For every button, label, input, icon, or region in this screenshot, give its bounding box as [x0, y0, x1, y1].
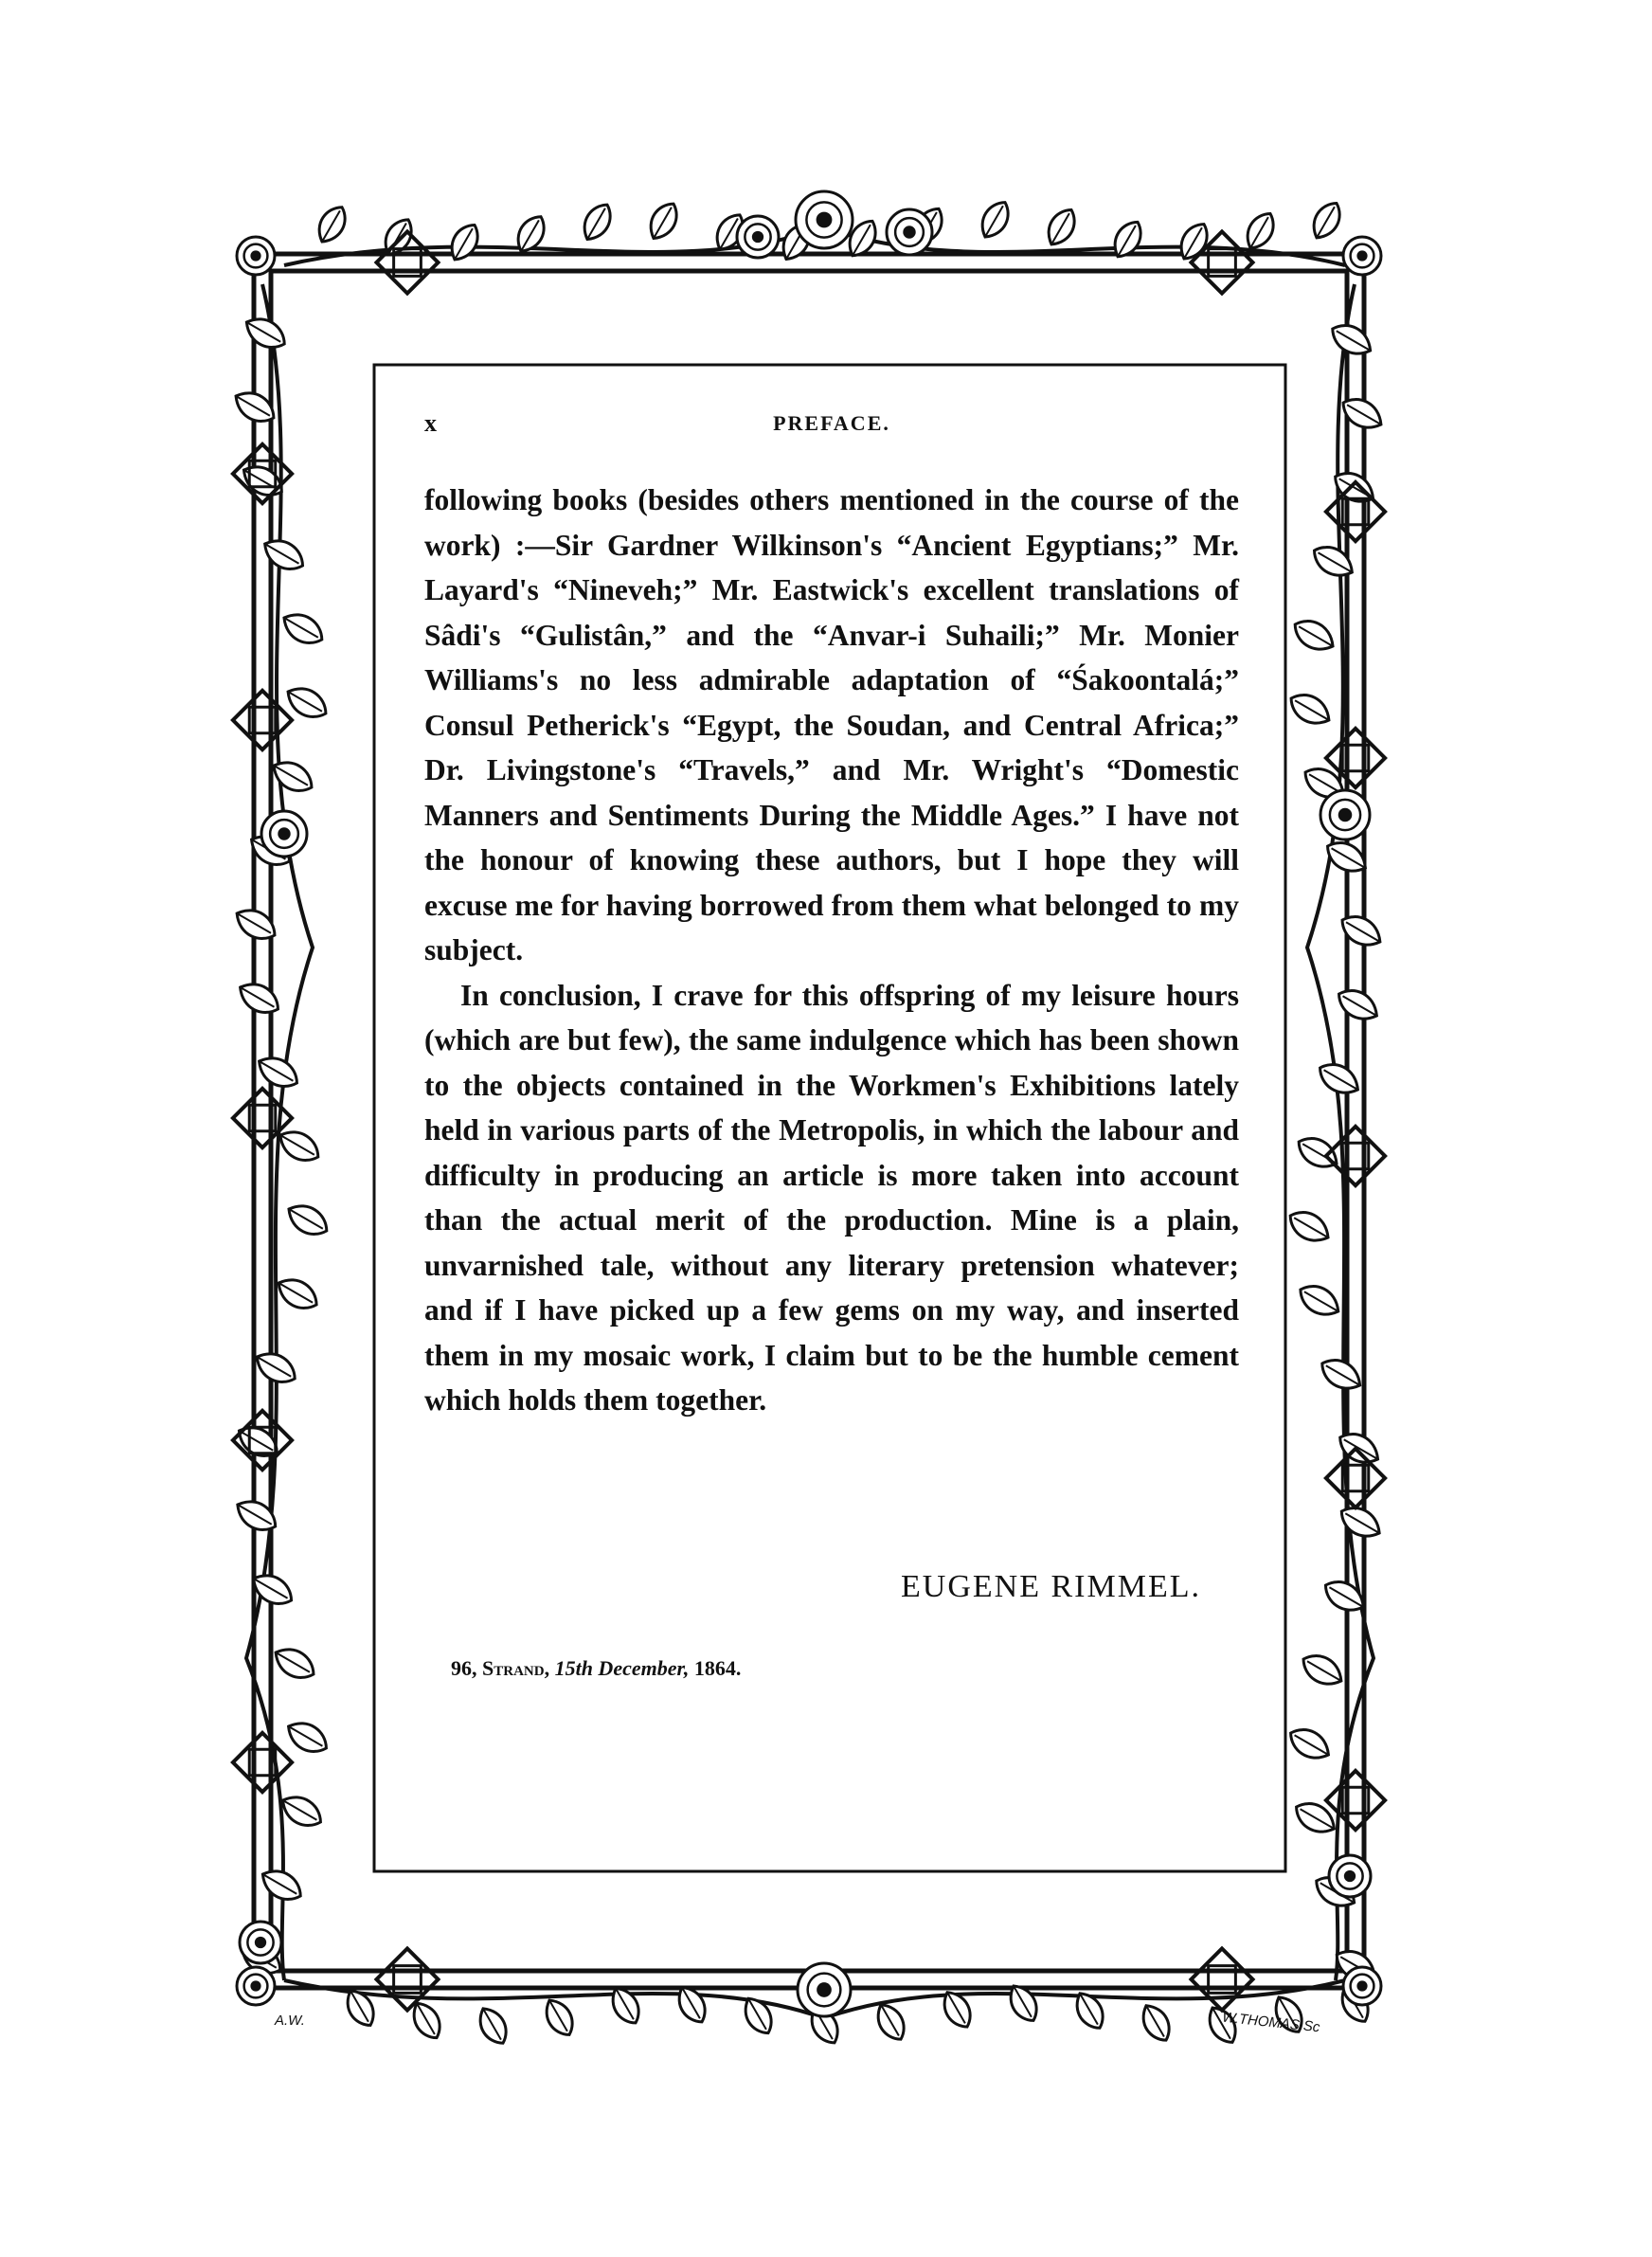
rose-center: [1356, 250, 1367, 261]
rose-center: [1338, 808, 1353, 822]
rose-center: [1356, 1980, 1367, 1991]
rose-center: [817, 212, 833, 228]
knot-ornament: [1191, 1948, 1252, 2010]
author-signature: EUGENE RIMMEL.: [901, 1569, 1201, 1604]
dateline-street: Strand,: [482, 1656, 550, 1680]
dateline-date: 15th December,: [554, 1656, 690, 1680]
rose-center: [903, 226, 915, 238]
engraver-mark-right: W.THOMAS.Sc: [1221, 2009, 1321, 2036]
engraver-mark-left: A.W.: [275, 2013, 305, 2029]
rose-center: [255, 1937, 266, 1948]
dateline-number: 96,: [451, 1656, 477, 1680]
page-header: [424, 409, 1239, 447]
knot-ornament: [233, 1733, 292, 1792]
paragraph-2: In conclusion, I crave for this offspring of my leisure hours (which are but few), the same indulgence which has been shown to the objects contained in the Workmen's Exhibitions lately held in various parts of the Metropolis, in which the labour and difficulty in producing an article is more taken into account than the actual merit of the production. Mine is a plain, unvarnished tale, without any literary pretension whatever; and if I have picked up a few gems on my way, and inserted them in my mosaic work, I claim but to be the humble cement which holds them together.: [424, 978, 1239, 1417]
running-head: PREFACE.: [773, 411, 890, 435]
page-number: x: [424, 409, 438, 437]
dateline: [451, 1656, 741, 1681]
preface-body: [424, 478, 1239, 1423]
rose-center: [752, 231, 763, 243]
rose-center: [250, 250, 260, 261]
rose-center: [250, 1980, 260, 1991]
rose-center: [817, 1982, 832, 1997]
knot-ornament: [1326, 1771, 1385, 1830]
knot-ornament: [376, 1948, 438, 2010]
rose-center: [278, 827, 290, 840]
paragraph-1: following books (besides others mentioned in the course of the work) :—Sir Gardner Wilkinson's “Ancient Egyptians;” Mr. Layard's “Nineveh;” Mr. Eastwick's excellent translations of Sâdi's “Gulistân,” and the “Anvar-i Suhaili;” Mr. Monier Williams's no less admirable adaptation of “Śakoontalá;” Consul Petherick's “Egypt, the Soudan, and Central Africa;” Dr. Livingstone's “Travels,” and Mr. Wright's “Domestic Manners and Sentiments During the Middle Ages.” I have not the honour of knowing these authors, but I hope they will excuse me for having borrowed from them what belonged to my subject.: [424, 483, 1239, 966]
dateline-year: 1864.: [693, 1656, 742, 1680]
rose-center: [1344, 1870, 1356, 1882]
knot-ornament: [233, 691, 292, 749]
